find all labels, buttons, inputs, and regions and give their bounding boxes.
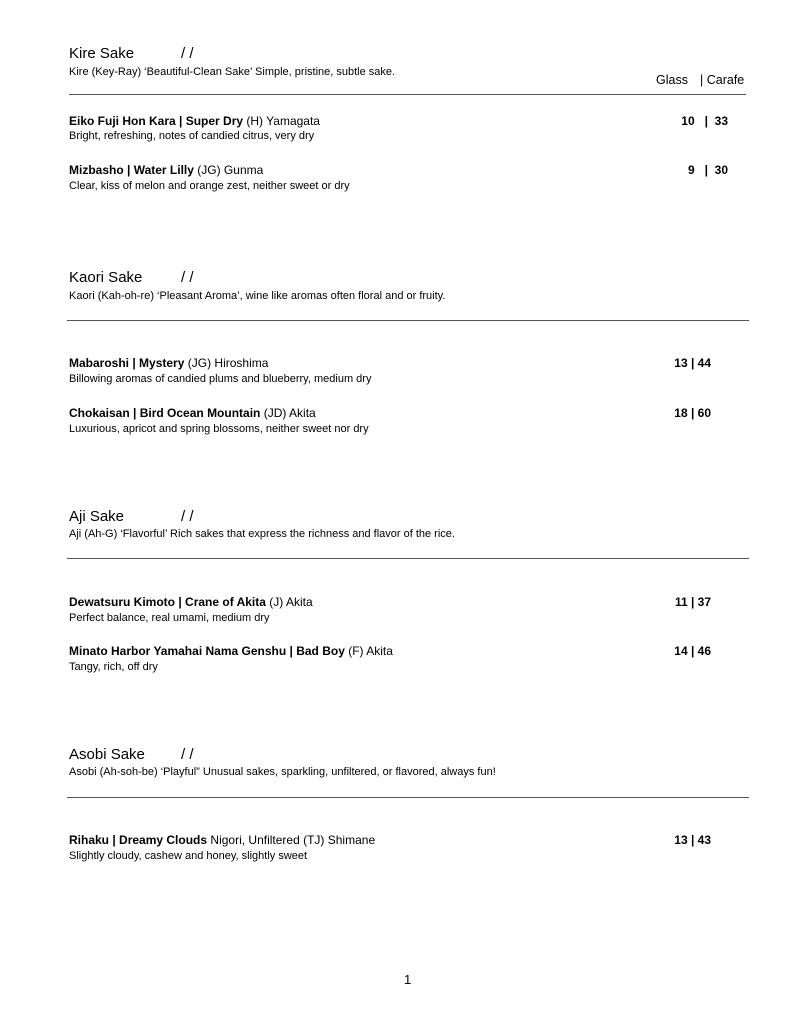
menu-item-price: 13 | 44 [674, 356, 711, 370]
section-divider [67, 797, 749, 798]
menu-item-name: Dewatsuru Kimoto | Crane of Akita (J) Akita [69, 595, 313, 609]
menu-item-description: Billowing aromas of candied plums and blueberry, medium dry [69, 373, 372, 385]
section-divider [67, 558, 749, 559]
section-slash-asobi: / / [181, 746, 194, 763]
section-title-kaori: Kaori Sake [69, 269, 143, 286]
menu-item-description: Slightly cloudy, cashew and honey, slightly sweet [69, 850, 308, 862]
section-description-kaori: Kaori (Kah-oh-re) ‘Pleasant Aroma’, wine like aromas often floral and or fruity. [69, 290, 446, 302]
menu-item-price: 9 | 30 [687, 163, 728, 177]
section-title-kire: Kire Sake [69, 45, 135, 62]
menu-item-description: Perfect balance, real umami, medium dry [69, 612, 270, 624]
menu-item-description: Luxurious, apricot and spring blossoms, neither sweet nor dry [69, 423, 369, 435]
section-description-aji: Aji (Ah-G) ‘Flavorful’ Rich sakes that express the richness and flavor of the rice. [69, 528, 455, 540]
carafe-column-header: | Carafe [700, 73, 745, 87]
section-title-aji: Aji Sake [69, 508, 125, 525]
menu-item-name: Eiko Fuji Hon Kara | Super Dry (H) Yamagata [69, 114, 320, 128]
menu-item-price: 14 | 46 [674, 644, 711, 658]
menu-item-name: Minato Harbor Yamahai Nama Genshu | Bad Boy (F) Akita [69, 644, 393, 658]
menu-item-description: Tangy, rich, off dry [69, 661, 158, 673]
section-slash-aji: / / [181, 508, 194, 525]
menu-item-price: 18 | 60 [674, 406, 711, 420]
menu-item-name: Chokaisan | Bird Ocean Mountain (JD) Akita [69, 406, 316, 420]
menu-item-price: 10 | 33 [681, 114, 728, 128]
menu-item-name: Mabaroshi | Mystery (JG) Hiroshima [69, 356, 269, 370]
menu-item-description: Clear, kiss of melon and orange zest, neither sweet or dry [69, 180, 350, 192]
menu-item-price: 13 | 43 [674, 833, 711, 847]
page-number: 1 [404, 972, 412, 987]
section-title-asobi: Asobi Sake [69, 746, 145, 763]
section-description-asobi: Asobi (Ah-soh-be) ‘Playful” Unusual sakes, sparkling, unfiltered, or flavored, always fun! [69, 766, 496, 778]
section-divider [69, 94, 746, 95]
section-slash-kaori: / / [181, 269, 194, 286]
menu-item-description: Bright, refreshing, notes of candied citrus, very dry [69, 130, 315, 142]
section-description-kire: Kire (Key-Ray) ‘Beautiful-Clean Sake’ Simple, pristine, subtle sake. [69, 66, 396, 78]
section-divider [67, 320, 749, 321]
menu-item-price: 11 | 37 [674, 595, 711, 609]
menu-item-name: Rihaku | Dreamy Clouds Nigori, Unfiltered (TJ) Shimane [69, 833, 376, 847]
glass-column-header: Glass [656, 73, 688, 87]
menu-item-name: Mizbasho | Water Lilly (JG) Gunma [69, 163, 264, 177]
section-slash-kire: / / [181, 45, 194, 62]
